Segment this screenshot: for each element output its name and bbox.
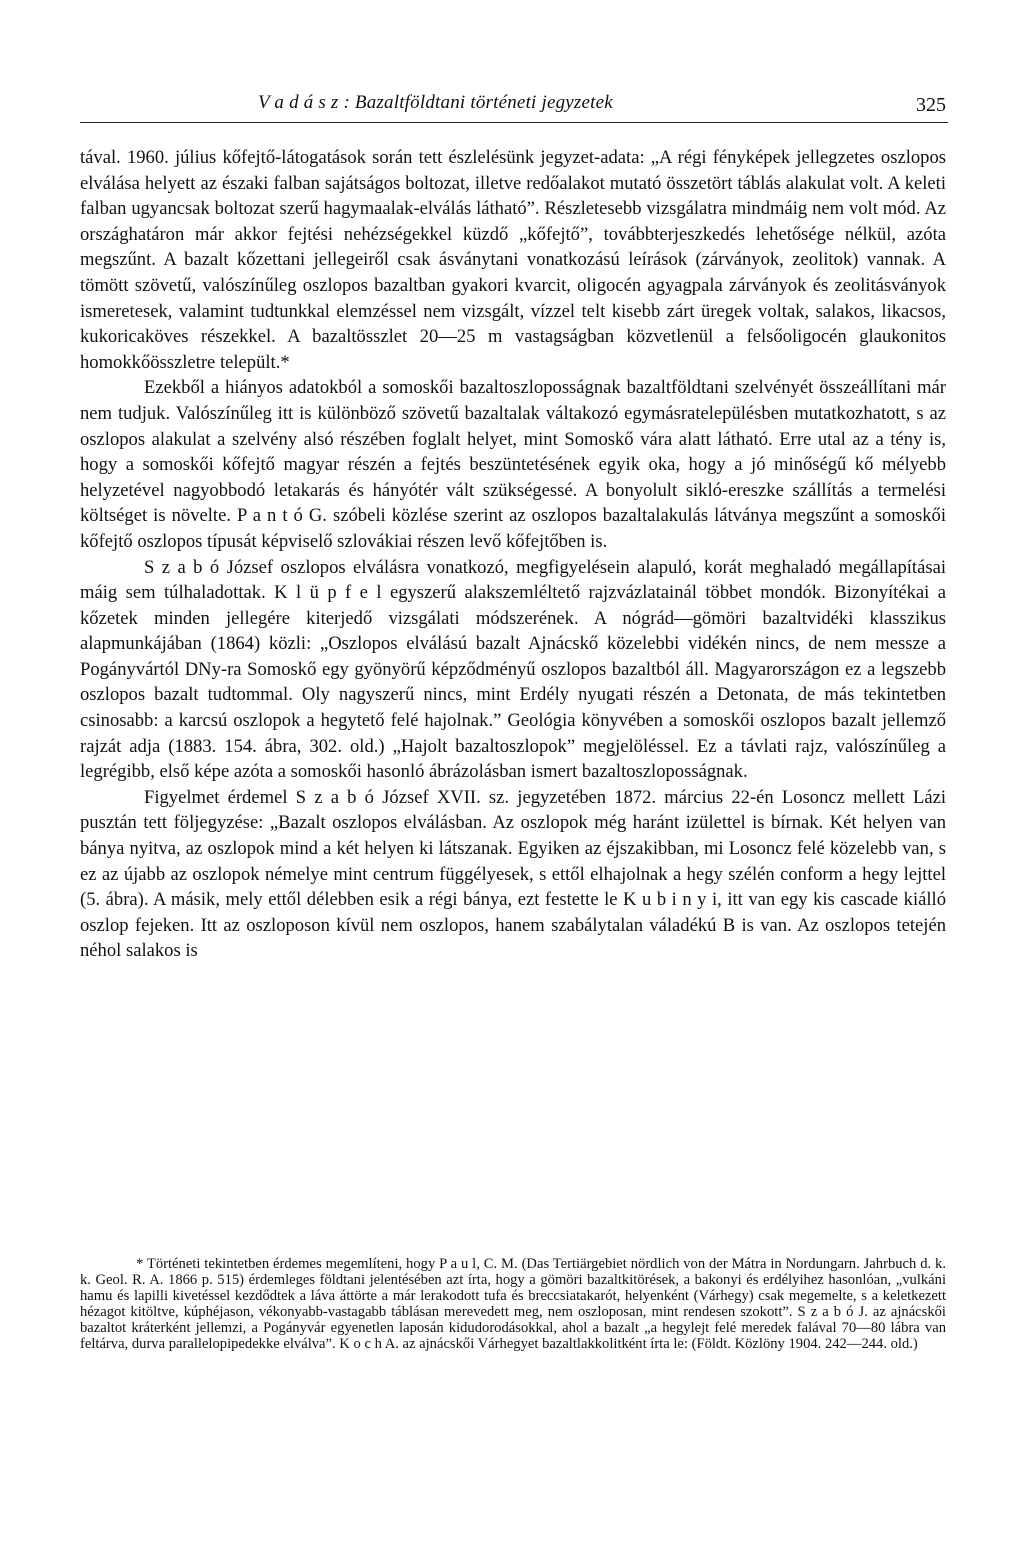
body-text <box>80 145 946 964</box>
running-title: V a d á s z : Bazaltföldtani történeti jegyzetek <box>258 92 613 113</box>
paragraph-2: Ezekből a hiányos adatokból a somoskői bazaltoszloposságnak bazaltföldtani szelvényét összeállítani már nem tudjuk. Valószínűleg itt is különböző szövetű bazaltalak váltakozó egymásratelepülésben mutatkozhatott, s az oszlopos alakulat a szelvény alsó részében foglalt helyet, mint Somoskő vára alatt látható. Erre utal az a tény is, hogy a somoskői kőfejtő magyar részén a fejtés beszüntetésének egyik oka, hogy a jó minőségű kő mélyebb helyzetével nagyobbodó letakarás és hányótér vált szükségessé. A bonyolult sikló-ereszke szállítás a termelési költséget is növelte. P a n t ó G. szóbeli közlése szerint az oszlopos bazaltalakulás látványa megszűnt a somoskői kőfejtő oszlopos típusát képviselő szlovákiai részen levő kőfejtőben is. <box>80 377 946 552</box>
footnotes <box>80 1256 946 1352</box>
paragraph-3: S z a b ó József oszlopos elválásra vonatkozó, megfigyelésein alapuló, korát meghaladó megállapításai máig sem túlhaladottak. K l ü p f e l egyszerű alakszemléltető rajzvázlatainál többet mondók. Bizonyítékai a kőzetek minden jellegére kiterjedő vizsgálati módszerének. A nógrád—gömöri bazaltvidéki klasszikus alapmunkájában (1864) közli: „Oszlopos elválású bazalt Ajnácskő közelebbi vidékén nincs, de nem messze a Pogányvártól DNy-ra Somoskő egy gyönyörű képződményű oszlopos bazaltból áll. Magyarországon ez a legszebb oszlopos bazalt tudtommal. Oly nagyszerű nincs, mint Erdély nyugati részén a Detonata, de más tekintetben csinosabb: a karcsú oszlopok a hegytető felé hajolnak.” Geológia könyvében a somoskői oszlopos bazalt jellemző rajzát adja (1883. 154. ábra, 302. old.) „Hajolt bazaltoszlopok” megjelöléssel. Ez a távlati rajz, valószínűleg a legrégibb, első képe azóta a somoskői hasonló ábrázolásban ismert bazaltoszloposságnak. <box>80 556 946 783</box>
running-header <box>80 88 948 123</box>
page-number: 325 <box>916 94 946 116</box>
paragraph-4: Figyelmet érdemel S z a b ó József XVII. sz. jegyzetében 1872. március 22-én Losoncz mellett Lázi pusztán tett följegyzése: „Bazalt oszlopos elválásban. Az oszlopok még haránt izülettel is bírnak. Két helyen van bánya nyitva, az oszlopok mind a két helyen ki látszanak. Egyiken az éjszakibban, mi Losoncz felé közelebb van, s ez az újabb az oszlopok némelye mint centrum függélyesek, s ettől elhajolnak a hegy szélén conform a hegy lejttel (5. ábra). A másik, mely ettől délebben esik a régi bánya, ezt festette le K u b i n y i, itt van egy kis cascade kiálló oszlop fejeken. Itt az oszloposon kívül nem oszlopos, hanem szabálytalan váladékú B is van. Az oszlopos tetején néhol salakos is <box>80 786 946 962</box>
footnote: * Történeti tekintetben érdemes megemlíteni, hogy P a u l, C. M. (Das Tertiärgebiet nördlich von der Mátra in Nordungarn. Jahrbuch d. k. k. Geol. R. A. 1866 p. 515) érdemleges földtani jelentésében azt írta, hogy a gömöri bazaltkitörések, a bakonyi és erdélyihez hasonlóan, „vulkáni hamu és lapilli kivetéssel kezdődtek a láva áttörte a már lerakodott tufa és breccsiatakarót, helyenként (Várhegy) csak megemelte, s a keletkezett hézagot kitöltve, kúphéjason, vékonyabb-vastagabb táblásan merevedett meg, nem oszloposan, mint rendesen szokott”. S z a b ó J. az ajnácskői bazaltot kráterként jellemzi, a Pogányvár egyenetlen laposán kidudorodásokkal, ahol a bazalt „a hegylejt felé meredek falával 70—80 lábra van feltárva, durva parallelopipedekke elválva”. K o c h A. az ajnácskői Várhegyet bazaltlakkolitként írta le: (Földt. Közlöny 1904. 242—244. old.) <box>80 1256 946 1352</box>
paragraph-1: tával. 1960. július kőfejtő-látogatások során tett észlelésünk jegyzet-adata: „A régi fényképek jellegzetes oszlopos elválása helyett az északi falban sajátságos boltozat, illetve redőalakot mutató összetört táblás alakulat volt. A keleti falban ugyancsak boltozat szerű hagymaalak-elválás látható”. Részletesebb vizsgálatra mindmáig nem volt mód. Az országhatáron már akkor fejtési nehézségekkel küzdő „kőfejtő”, továbbterjeszkedés lehetősége nélkül, azóta megszűnt. A bazalt kőzettani jellegeiről csak ásványtani vonatkozású leírások (zárványok, zeolitok) vannak. A tömött szövetű, valószínűleg oszlopos bazaltban gyakori kvarcit, oligocén agyagpala zárványok és zeolitásványok ismeretesek, valamint tudtunkkal elemzéssel nem vizsgált, vízzel telt kisebb zárt üregek voltak, salakos, likacsos, kukoricaköves részekkel. A bazaltösszlet 20—25 m vastagságban közvetlenül a felsőoligocén glaukonitos homokkőösszletre települt.* <box>80 147 946 373</box>
